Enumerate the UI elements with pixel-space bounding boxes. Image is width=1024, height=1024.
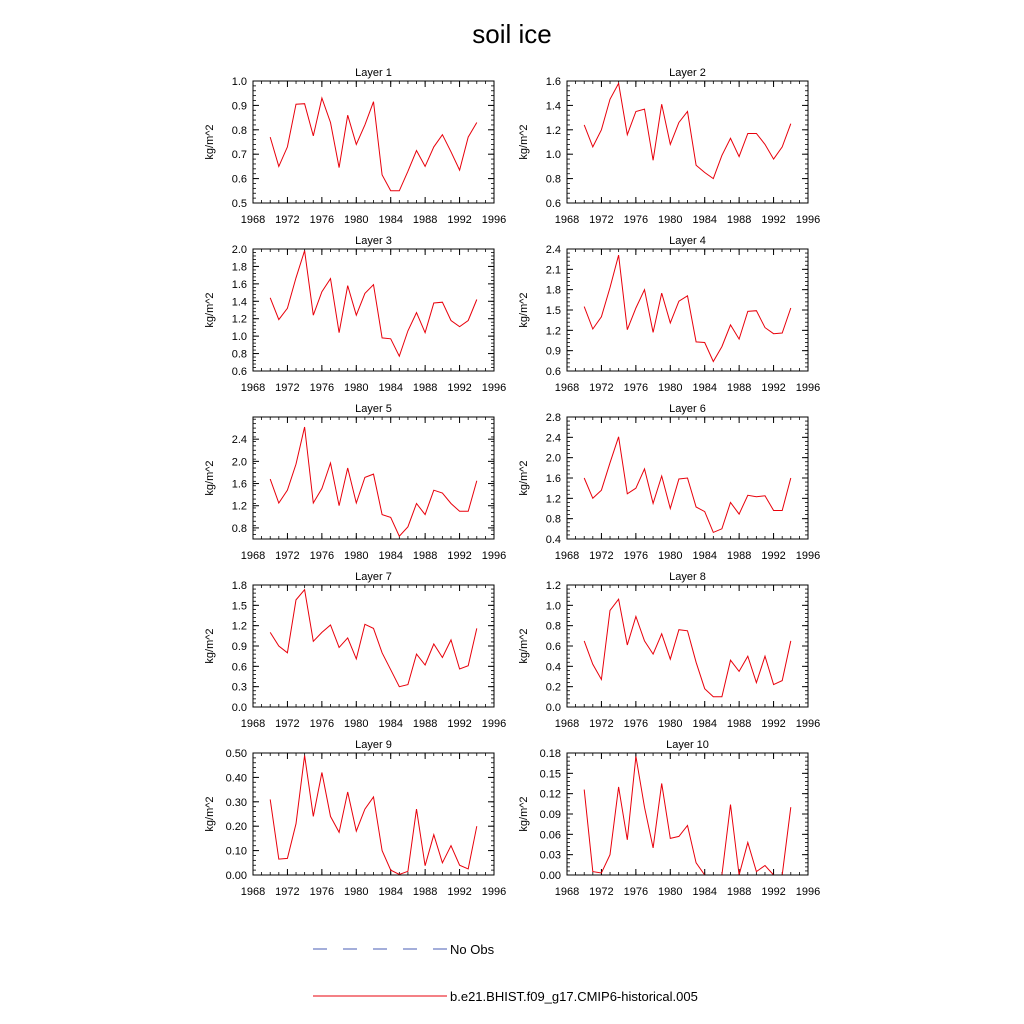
x-tick-label: 1996 (795, 382, 821, 394)
legend-label-model: b.e21.BHIST.f09_g17.CMIP6-historical.005 (450, 989, 698, 1004)
y-tick-label: 0.4 (545, 661, 561, 674)
y-tick-label: 0.6 (231, 366, 247, 378)
x-tick-label: 1968 (240, 214, 266, 226)
series-line (270, 251, 477, 357)
x-tick-label: 1988 (412, 214, 438, 226)
x-tick-label: 1980 (658, 214, 683, 226)
x-tick-label: 1984 (692, 886, 717, 898)
x-tick-label: 1992 (761, 886, 786, 898)
x-tick-label: 1972 (275, 214, 300, 226)
y-tick-label: 0.8 (545, 620, 561, 633)
x-tick-label: 1992 (761, 382, 786, 394)
panel-layer-2 (518, 67, 820, 226)
panel-title: Layer 2 (669, 67, 706, 79)
x-tick-label: 1984 (692, 550, 717, 562)
y-tick-label: 0.8 (545, 173, 561, 186)
series-line (584, 255, 791, 361)
x-tick-label: 1992 (761, 718, 786, 730)
y-axis-label: kg/m^2 (204, 292, 216, 328)
x-tick-label: 1972 (275, 550, 300, 562)
x-tick-label: 1980 (344, 718, 369, 730)
panel-layer-6 (518, 403, 820, 562)
y-tick-label: 1.6 (545, 473, 561, 485)
y-tick-label: 0.06 (539, 829, 561, 842)
x-tick-label: 1972 (589, 550, 614, 562)
y-tick-label: 0.0 (231, 702, 247, 714)
panel-layer-9 (204, 739, 506, 898)
plot-frame (253, 417, 494, 539)
y-tick-label: 1.0 (231, 331, 247, 344)
x-tick-label: 1984 (692, 214, 717, 226)
y-tick-label: 2.4 (545, 432, 561, 445)
y-tick-label: 0.9 (231, 100, 247, 113)
x-tick-label: 1988 (412, 550, 438, 562)
y-tick-label: 0.12 (539, 788, 561, 801)
x-tick-label: 1988 (726, 550, 752, 562)
y-tick-label: 2.0 (231, 456, 247, 469)
x-tick-label: 1988 (726, 214, 752, 226)
y-tick-label: 1.5 (231, 600, 247, 613)
x-tick-label: 1972 (589, 886, 614, 898)
x-tick-label: 1992 (761, 214, 786, 226)
series-line (584, 756, 791, 875)
y-tick-label: 1.8 (545, 284, 561, 297)
panel-layer-10 (518, 739, 820, 898)
x-tick-label: 1980 (658, 550, 683, 562)
y-tick-label: 1.4 (545, 100, 561, 113)
x-tick-label: 1968 (554, 718, 580, 730)
y-axis-label: kg/m^2 (204, 628, 216, 664)
x-tick-label: 1992 (761, 550, 786, 562)
panel-layer-3 (204, 235, 506, 394)
y-tick-label: 0.6 (231, 661, 247, 674)
y-axis-label: kg/m^2 (518, 796, 530, 832)
x-tick-label: 1968 (240, 718, 266, 730)
y-tick-label: 1.2 (231, 500, 247, 513)
y-tick-label: 0.2 (545, 681, 561, 694)
y-tick-label: 0.6 (231, 173, 247, 186)
y-tick-label: 0.9 (231, 641, 247, 653)
x-tick-label: 1972 (589, 382, 614, 394)
series-line (584, 599, 791, 697)
x-tick-label: 1984 (378, 886, 403, 898)
panel-title: Layer 3 (355, 235, 392, 247)
plot-frame (253, 81, 494, 203)
y-tick-label: 1.5 (545, 305, 561, 317)
series-line (270, 590, 477, 687)
y-axis-label: kg/m^2 (518, 460, 530, 496)
y-tick-label: 0.15 (539, 768, 561, 781)
panel-title: Layer 4 (669, 235, 706, 247)
y-tick-label: 2.1 (545, 264, 561, 277)
x-tick-label: 1996 (795, 550, 821, 562)
x-tick-label: 1968 (240, 382, 266, 394)
y-tick-label: 1.2 (231, 313, 247, 326)
x-tick-label: 1988 (412, 382, 438, 394)
y-tick-label: 1.8 (231, 580, 247, 592)
y-tick-label: 0.20 (225, 821, 247, 834)
x-tick-label: 1968 (240, 886, 266, 898)
plot-frame (567, 585, 808, 707)
y-tick-label: 2.4 (545, 244, 561, 256)
series-line (270, 98, 477, 191)
y-tick-label: 2.8 (545, 412, 561, 424)
plot-frame (253, 249, 494, 371)
y-tick-label: 1.2 (545, 325, 561, 338)
x-tick-label: 1984 (692, 382, 717, 394)
y-tick-label: 0.00 (225, 870, 247, 882)
plot-frame (567, 81, 808, 203)
x-tick-label: 1968 (554, 382, 580, 394)
figure-title: soil ice (472, 19, 552, 49)
y-axis-label: kg/m^2 (518, 292, 530, 328)
x-tick-label: 1984 (378, 214, 403, 226)
y-tick-label: 0.6 (545, 366, 561, 378)
panel-layer-8 (518, 571, 820, 730)
series-line (584, 83, 791, 178)
x-tick-label: 1988 (726, 886, 752, 898)
y-tick-label: 0.6 (545, 641, 561, 653)
y-tick-label: 1.6 (231, 278, 247, 291)
y-axis-label: kg/m^2 (518, 628, 530, 664)
x-tick-label: 1972 (275, 382, 300, 394)
x-tick-label: 1992 (447, 886, 472, 898)
y-tick-label: 0.8 (231, 522, 247, 535)
y-tick-label: 1.0 (545, 600, 561, 613)
x-tick-label: 1980 (344, 886, 369, 898)
y-tick-label: 0.7 (231, 149, 247, 162)
x-tick-label: 1988 (726, 382, 752, 394)
y-tick-label: 1.2 (545, 580, 561, 592)
x-tick-label: 1996 (795, 886, 821, 898)
x-tick-label: 1972 (589, 214, 614, 226)
x-tick-label: 1980 (658, 886, 683, 898)
x-tick-label: 1996 (481, 886, 507, 898)
y-tick-label: 0.00 (539, 870, 561, 882)
x-tick-label: 1972 (275, 718, 300, 730)
x-tick-label: 1996 (481, 382, 507, 394)
y-tick-label: 2.4 (231, 434, 247, 447)
y-tick-label: 2.0 (545, 452, 561, 465)
y-tick-label: 0.18 (539, 748, 561, 760)
x-tick-label: 1984 (378, 550, 403, 562)
x-tick-label: 1976 (623, 550, 649, 562)
x-tick-label: 1976 (309, 550, 335, 562)
panel-title: Layer 7 (355, 571, 392, 583)
panel-title: Layer 10 (666, 739, 709, 751)
x-tick-label: 1976 (309, 382, 335, 394)
x-tick-label: 1988 (726, 718, 752, 730)
y-tick-label: 0.9 (545, 345, 561, 358)
y-tick-label: 1.2 (545, 124, 561, 137)
y-tick-label: 0.09 (539, 809, 561, 821)
x-tick-label: 1976 (309, 214, 335, 226)
x-tick-label: 1992 (447, 550, 472, 562)
x-tick-label: 1968 (240, 550, 266, 562)
y-axis-label: kg/m^2 (204, 460, 216, 496)
x-tick-label: 1972 (589, 718, 614, 730)
y-tick-label: 0.03 (539, 849, 561, 862)
y-tick-label: 1.0 (545, 149, 561, 162)
y-tick-label: 0.3 (231, 681, 247, 694)
x-tick-label: 1980 (344, 550, 369, 562)
y-tick-label: 0.0 (545, 702, 561, 714)
panel-layer-4 (518, 235, 820, 394)
legend-label-no-obs: No Obs (450, 942, 495, 957)
plot-frame (253, 585, 494, 707)
x-tick-label: 1976 (623, 214, 649, 226)
y-tick-label: 0.10 (225, 845, 247, 858)
y-tick-label: 1.8 (231, 261, 247, 274)
x-tick-label: 1968 (554, 886, 580, 898)
y-axis-label: kg/m^2 (204, 124, 216, 160)
x-tick-label: 1988 (412, 886, 438, 898)
panel-title: Layer 8 (669, 571, 706, 583)
x-tick-label: 1988 (412, 718, 438, 730)
panel-layer-7 (204, 571, 506, 730)
y-tick-label: 0.30 (225, 796, 247, 809)
x-tick-label: 1996 (795, 718, 821, 730)
y-tick-label: 0.50 (225, 748, 247, 760)
x-tick-label: 1980 (344, 382, 369, 394)
x-tick-label: 1984 (378, 718, 403, 730)
x-tick-label: 1976 (309, 718, 335, 730)
panel-title: Layer 9 (355, 739, 392, 751)
x-tick-label: 1996 (481, 550, 507, 562)
x-tick-label: 1984 (692, 718, 717, 730)
y-tick-label: 1.4 (231, 296, 247, 309)
y-axis-label: kg/m^2 (518, 124, 530, 160)
x-tick-label: 1976 (623, 718, 649, 730)
x-tick-label: 1992 (447, 214, 472, 226)
y-axis-label: kg/m^2 (204, 796, 216, 832)
y-tick-label: 2.0 (231, 244, 247, 256)
panel-layer-5 (204, 403, 506, 562)
x-tick-label: 1980 (658, 718, 683, 730)
x-tick-label: 1992 (447, 382, 472, 394)
x-tick-label: 1984 (378, 382, 403, 394)
panel-title: Layer 6 (669, 403, 706, 415)
y-tick-label: 0.8 (231, 124, 247, 137)
y-tick-label: 0.8 (545, 513, 561, 526)
x-tick-label: 1976 (623, 886, 649, 898)
x-tick-label: 1972 (275, 886, 300, 898)
panel-layer-1 (204, 67, 506, 226)
legend (313, 942, 698, 1004)
plot-frame (567, 753, 808, 875)
x-tick-label: 1976 (309, 886, 335, 898)
panel-title: Layer 5 (355, 403, 392, 415)
x-tick-label: 1976 (623, 382, 649, 394)
x-tick-label: 1968 (554, 214, 580, 226)
y-tick-label: 0.40 (225, 772, 247, 785)
x-tick-label: 1996 (795, 214, 821, 226)
series-line (270, 755, 477, 874)
y-tick-label: 1.6 (231, 478, 247, 491)
panel-title: Layer 1 (355, 67, 392, 79)
y-tick-label: 1.2 (231, 620, 247, 633)
x-tick-label: 1968 (554, 550, 580, 562)
panel-grid (204, 67, 820, 898)
y-tick-label: 0.5 (231, 198, 247, 210)
y-tick-label: 0.6 (545, 198, 561, 210)
x-tick-label: 1980 (344, 214, 369, 226)
series-line (270, 427, 477, 536)
y-tick-label: 1.0 (231, 76, 247, 88)
x-tick-label: 1992 (447, 718, 472, 730)
y-tick-label: 0.8 (231, 348, 247, 361)
x-tick-label: 1996 (481, 214, 507, 226)
plot-frame (253, 753, 494, 875)
x-tick-label: 1996 (481, 718, 507, 730)
y-tick-label: 1.6 (545, 76, 561, 88)
y-tick-label: 1.2 (545, 493, 561, 506)
series-line (584, 437, 791, 533)
x-tick-label: 1980 (658, 382, 683, 394)
y-tick-label: 0.4 (545, 534, 561, 546)
